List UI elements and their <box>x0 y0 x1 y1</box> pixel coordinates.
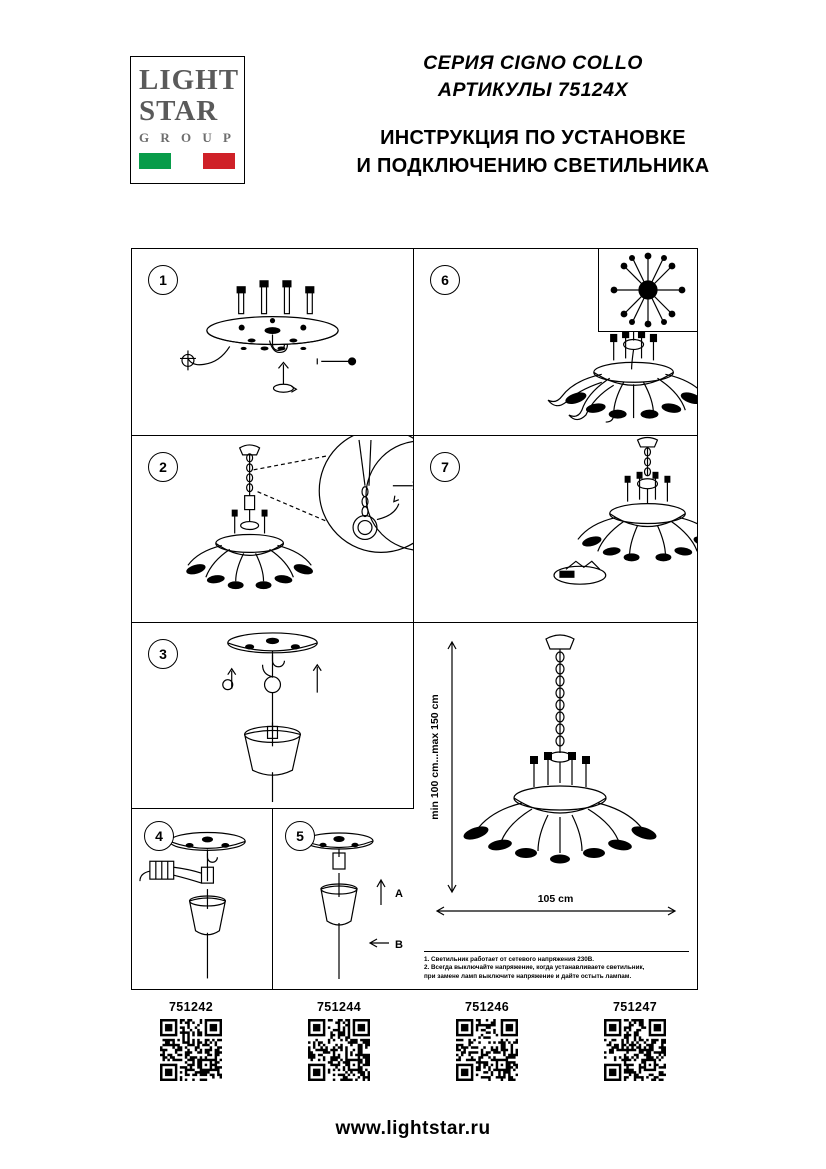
step-1-cell <box>132 249 414 436</box>
step-6-number: 6 <box>430 265 460 295</box>
qr-code-label-1: 751244 <box>316 1000 362 1014</box>
title-block <box>253 50 813 180</box>
qr-item-0 <box>131 1000 251 1081</box>
logo-text-star: STAR <box>139 95 219 127</box>
step-2-number: 2 <box>148 452 178 482</box>
note-line-1: 1. Светильник работает от сетевого напряжения 230В. <box>424 955 595 963</box>
step-7-cell <box>414 436 697 623</box>
qr-item-2 <box>427 1000 547 1081</box>
brand-logo <box>130 56 245 184</box>
step-3-number: 3 <box>148 639 178 669</box>
height-dimension <box>422 623 444 989</box>
qr-code-row <box>131 1000 696 1095</box>
step-2-cell <box>132 436 414 623</box>
qr-code-image-2 <box>456 1019 518 1081</box>
footer-website: www.lightstar.ru <box>335 1118 491 1139</box>
step-5-number: 5 <box>285 821 315 851</box>
note-line-3: при замене ламп выключите напряжение и дайте остыть лампам. <box>424 972 632 980</box>
width-dimension-label: 105 cm <box>537 893 574 905</box>
qr-code-image-1 <box>308 1019 370 1081</box>
safety-notes <box>424 951 689 981</box>
article-title: АРТИКУЛЫ 75124X <box>437 79 629 101</box>
step-1-number: 1 <box>148 265 178 295</box>
qr-code-label-3: 751247 <box>612 1000 658 1014</box>
step-4-cell <box>132 809 273 989</box>
step-6-cell <box>414 249 697 436</box>
header <box>0 50 826 200</box>
qr-code-image-3 <box>604 1019 666 1081</box>
subtitle-line-2: И ПОДКЛЮЧЕНИЮ СВЕТИЛЬНИКА <box>356 155 710 177</box>
subtitle-line-1: ИНСТРУКЦИЯ ПО УСТАНОВКЕ <box>380 127 686 149</box>
qr-item-3 <box>575 1000 695 1081</box>
dimensions-diagram <box>414 623 697 989</box>
logo-text-light: LIGHT <box>139 64 240 96</box>
series-title: СЕРИЯ CIGNO COLLO <box>423 52 643 74</box>
logo-text-group: G R O U P <box>139 130 235 145</box>
step-5-cell <box>273 809 414 989</box>
step-7-number: 7 <box>430 452 460 482</box>
step-4-number: 4 <box>144 821 174 851</box>
italy-flag-icon <box>139 153 235 169</box>
steps-grid <box>131 248 698 990</box>
qr-code-image-0 <box>160 1019 222 1081</box>
svg-text:B: B <box>395 939 403 951</box>
qr-code-label-0: 751242 <box>168 1000 214 1014</box>
qr-item-1 <box>279 1000 399 1081</box>
step-3-cell <box>132 623 414 809</box>
dimensions-cell <box>414 623 697 989</box>
svg-text:A: A <box>395 888 403 900</box>
height-dimension-label: min 100 cm...max 150 cm <box>429 694 441 820</box>
note-line-2: 2. Всегда выключайте напряжение, когда устанавливаете светильник, <box>424 964 645 972</box>
qr-code-label-2: 751246 <box>464 1000 510 1014</box>
top-view-inset <box>598 249 697 332</box>
